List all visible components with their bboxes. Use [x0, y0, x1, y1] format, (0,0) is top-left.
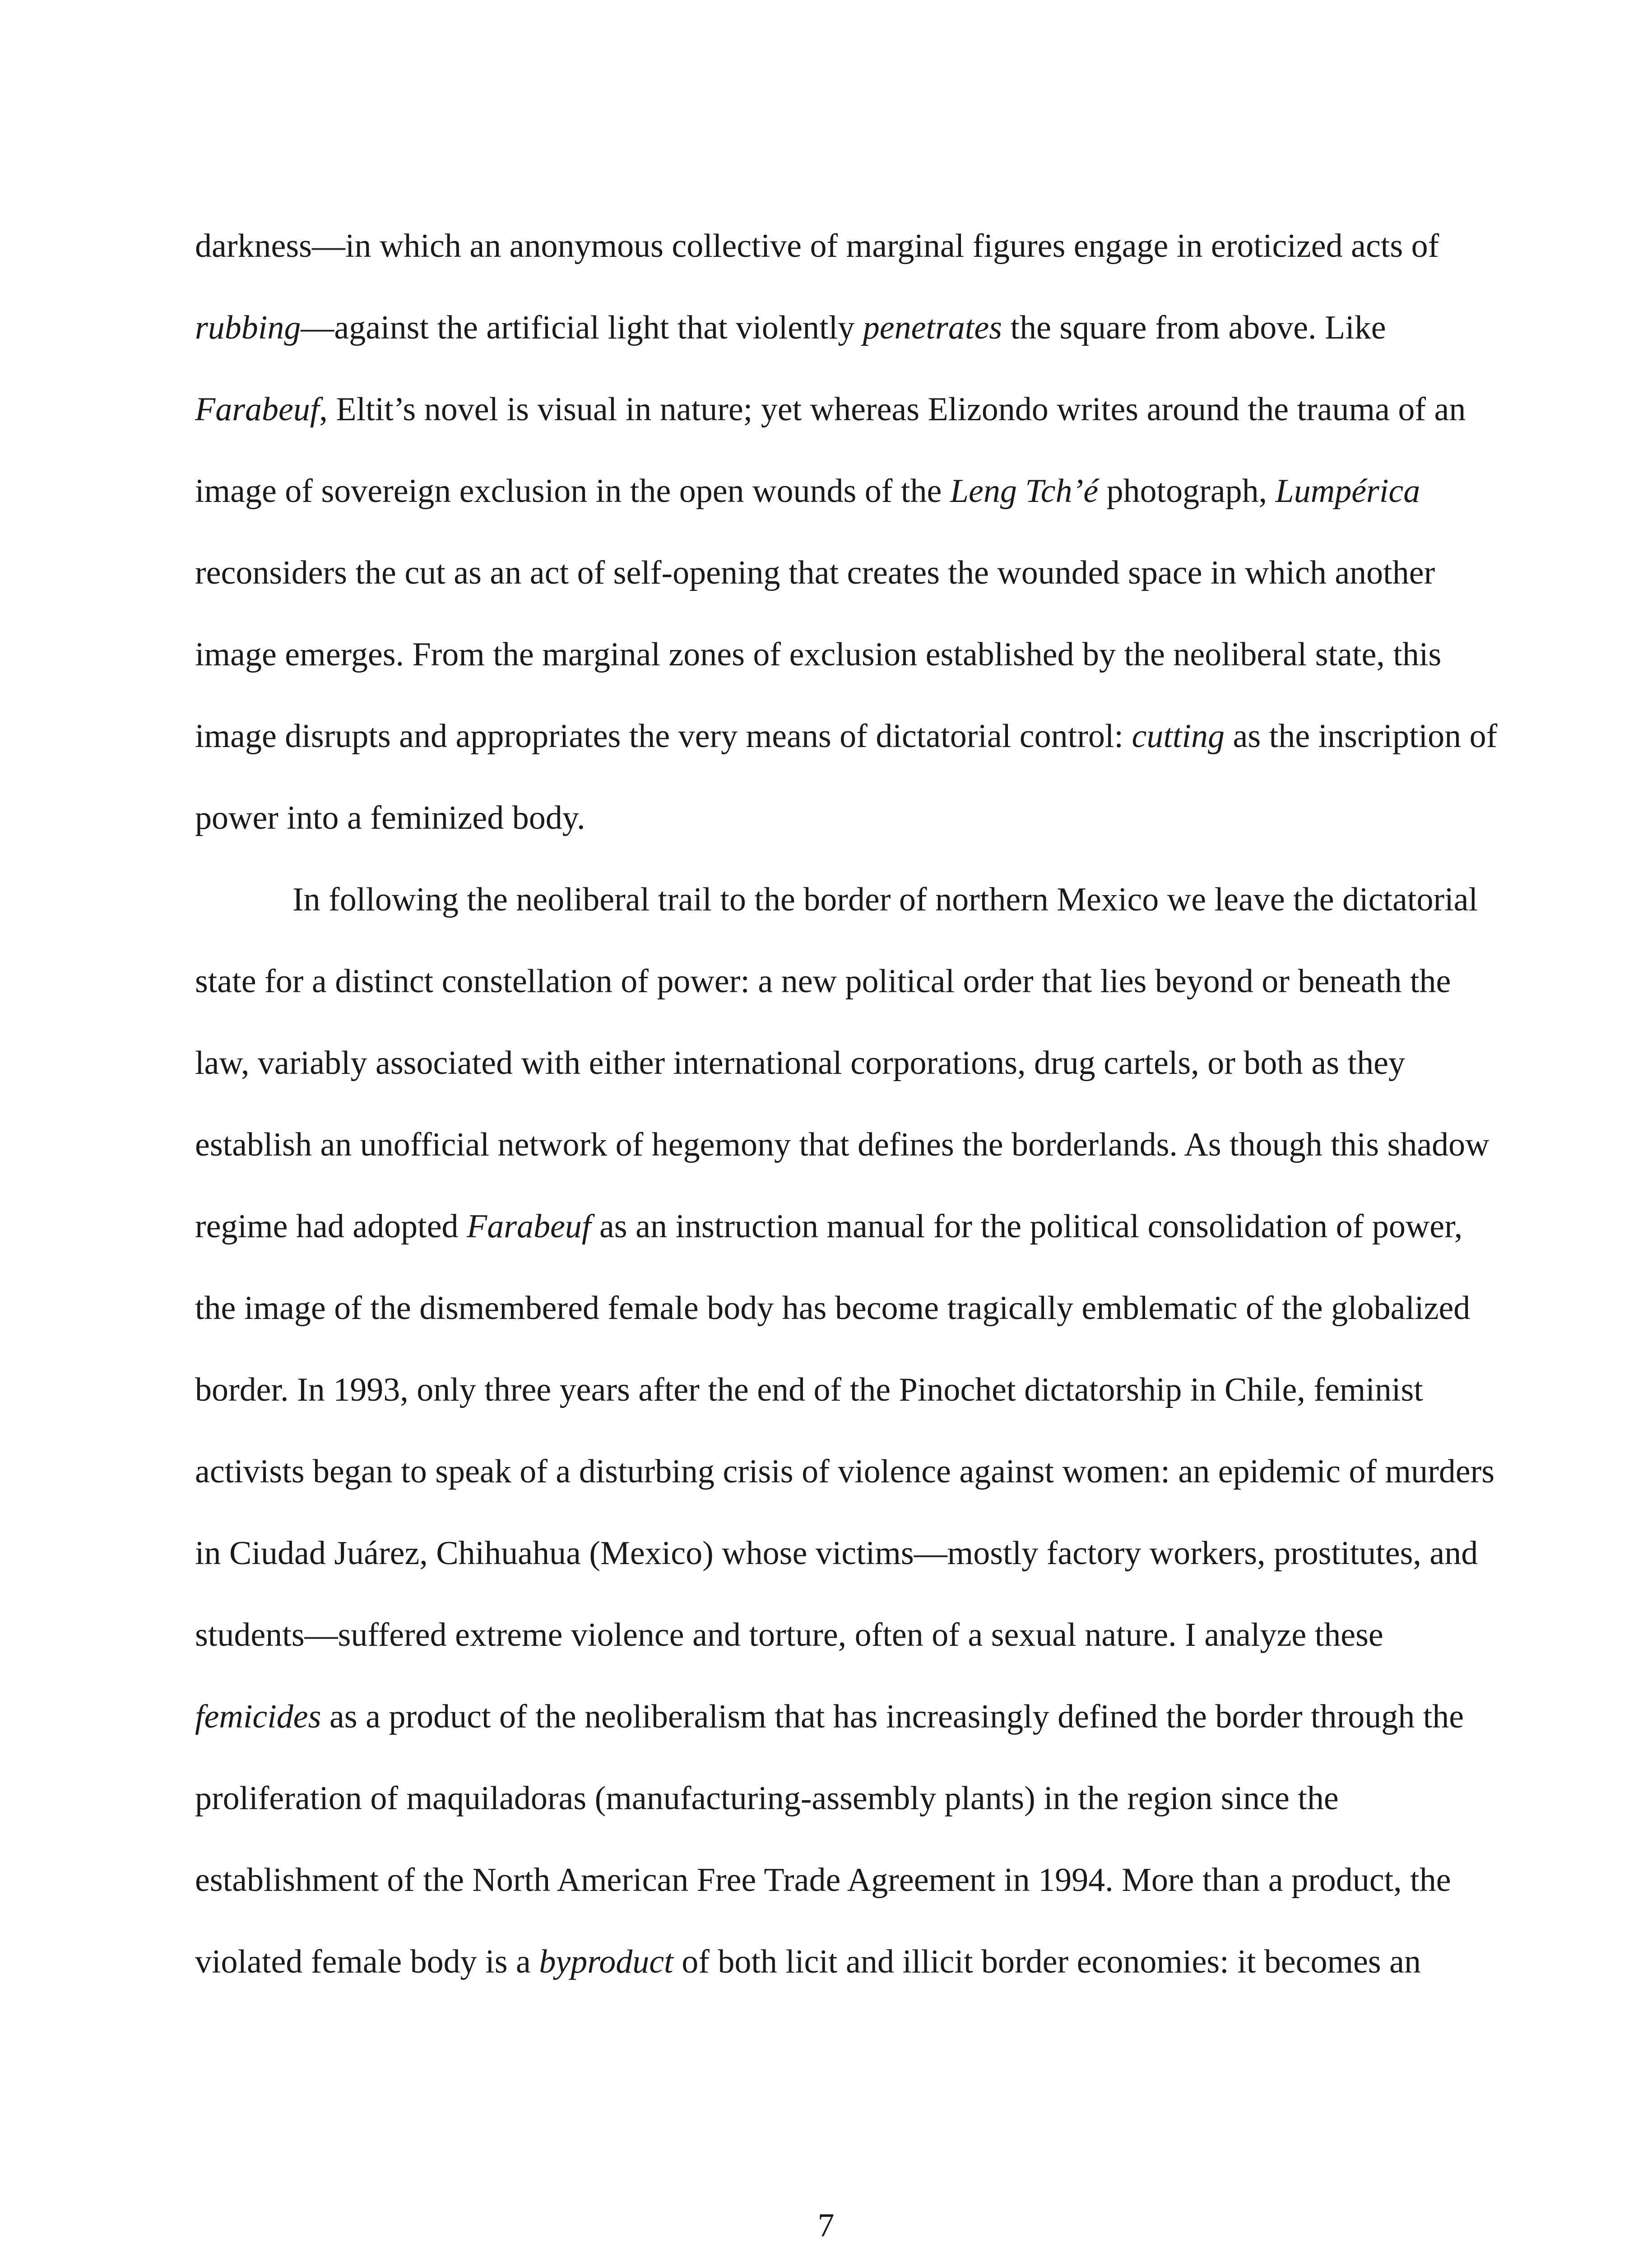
text-run: the square from above. Like — [1002, 309, 1386, 346]
text-run: power into a feminized body. — [195, 799, 585, 836]
text-run: of both licit and illicit border economies: it becomes an — [673, 1943, 1421, 1980]
text-line — [195, 1022, 1472, 1104]
text-line — [195, 1268, 1472, 1349]
text-run: border. In 1993, only three years after the end of the Pinochet dictatorship in Chile, feminist — [195, 1371, 1423, 1408]
italic-term: cutting — [1132, 718, 1225, 755]
italic-term: penetrates — [863, 309, 1002, 346]
text-line — [195, 1104, 1490, 1186]
text-run: students—suffered extreme violence and torture, often of a sexual nature. I analyze these — [195, 1616, 1383, 1653]
text-run: law, variably associated with either international corporations, drug cartels, or both as they — [195, 1045, 1405, 1082]
text-line — [195, 941, 1472, 1022]
text-run: image disrupts and appropriates the very means of dictatorial control: — [195, 718, 1132, 755]
italic-term: rubbing — [195, 309, 301, 346]
text-run: reconsiders the cut as an act of self-opening that creates the wounded space in which another — [195, 554, 1435, 591]
text-line — [195, 859, 1478, 941]
text-line — [195, 369, 1472, 450]
italic-term: byproduct — [539, 1943, 673, 1980]
text-run: as an instruction manual for the political consolidation of power, — [591, 1208, 1463, 1245]
text-run: proliferation of maquiladoras (manufacturing-assembly plants) in the region since the — [195, 1780, 1339, 1817]
text-run: the image of the dismembered female body has become tragically emblematic of the globalized — [195, 1290, 1471, 1327]
italic-title: Lumpérica — [1275, 473, 1420, 510]
text-line — [195, 1839, 1472, 1921]
text-run: , Eltit’s novel is visual in nature; yet whereas Elizondo writes around the trauma of an — [319, 391, 1466, 428]
text-line — [195, 1349, 1472, 1431]
text-run: image emerges. From the marginal zones of exclusion established by the neoliberal state, this — [195, 636, 1442, 673]
text-line — [195, 287, 1472, 369]
text-line — [195, 1186, 1472, 1268]
text-run: In following the neoliberal trail to the border of northern Mexico we leave the dictatorial — [292, 881, 1478, 918]
text-run: as the inscription of — [1225, 718, 1498, 755]
text-run: —against the artificial light that violently — [301, 309, 863, 346]
text-line — [195, 532, 1472, 614]
text-line — [195, 205, 1472, 287]
text-line — [195, 696, 1498, 777]
text-line — [195, 614, 1472, 696]
text-line — [195, 1594, 1472, 1676]
text-line — [195, 777, 1472, 859]
text-run: regime had adopted — [195, 1208, 467, 1245]
text-line — [195, 1758, 1472, 1839]
text-run: photograph, — [1098, 473, 1276, 510]
text-run: violated female body is a — [195, 1943, 539, 1980]
italic-term: femicides — [195, 1698, 321, 1735]
text-line — [195, 450, 1472, 532]
italic-title: Leng Tch’é — [950, 473, 1099, 510]
text-line — [195, 1676, 1472, 1758]
text-run: activists began to speak of a disturbing crisis of violence against women: an epidemic of murders — [195, 1453, 1495, 1490]
text-run: establish an unofficial network of hegemony that defines the borderlands. As though this shadow — [195, 1126, 1490, 1163]
page-number: 7 — [817, 2207, 835, 2244]
text-line — [195, 1921, 1472, 2003]
text-run: as a product of the neoliberalism that has increasingly defined the border through the — [321, 1698, 1464, 1735]
body-text — [195, 205, 1498, 2003]
italic-title: Farabeuf — [467, 1208, 591, 1245]
text-run: in Ciudad Juárez, Chihuahua (Mexico) whose victims—mostly factory workers, prostitutes, and — [195, 1535, 1478, 1572]
text-run: establishment of the North American Free Trade Agreement in 1994. More than a product, the — [195, 1862, 1451, 1899]
italic-title: Farabeuf — [195, 391, 320, 428]
text-run: image of sovereign exclusion in the open wounds of the — [195, 473, 950, 510]
text-run: state for a distinct constellation of power: a new political order that lies beyond or beneath the — [195, 963, 1451, 1000]
text-run: darkness—in which an anonymous collective of marginal figures engage in eroticized acts of — [195, 228, 1439, 265]
text-line — [195, 1431, 1495, 1513]
text-line — [195, 1513, 1478, 1594]
